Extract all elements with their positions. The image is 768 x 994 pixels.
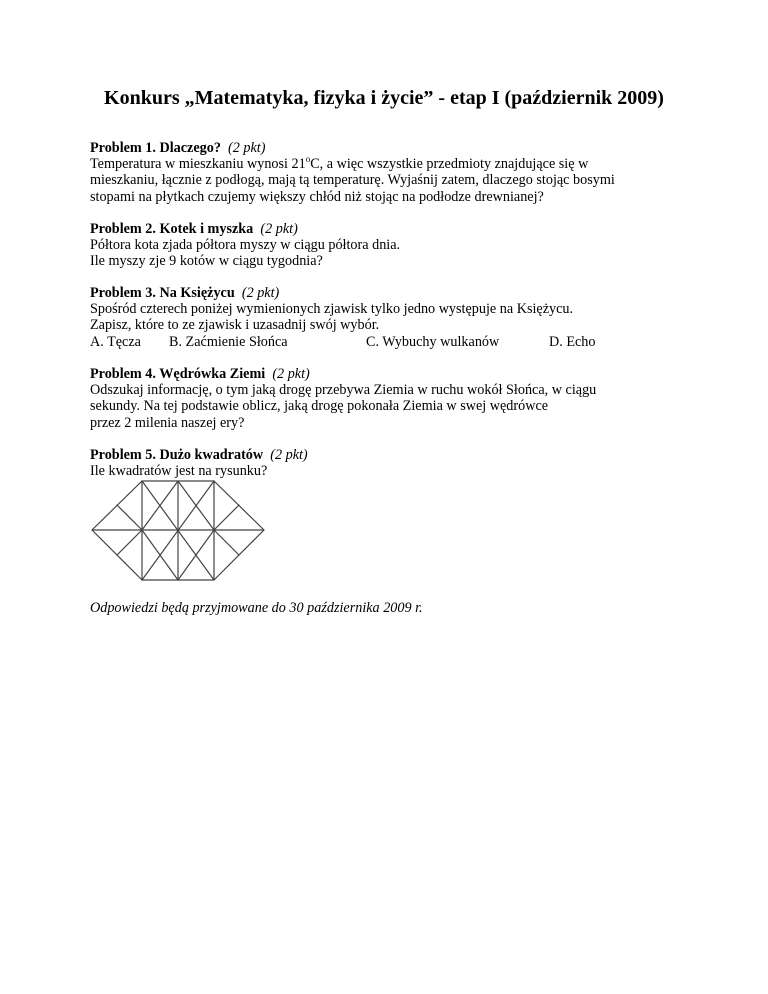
problem-2-head	[90, 221, 710, 237]
option-c: C. Wybuchy wulkanów	[366, 333, 500, 350]
problem-1-heading: Problem 1. Dlaczego?	[90, 140, 221, 156]
problem-4-head	[90, 366, 710, 382]
problem-1-line-1	[90, 156, 710, 172]
problem-3	[90, 285, 710, 350]
figure-diagonal-9	[214, 505, 239, 530]
problem-4	[90, 366, 710, 431]
problem-5-heading: Problem 5. Dużo kwadratów	[90, 447, 264, 463]
problem-5-line-1: Ile kwadratów jest na rysunku?	[90, 463, 268, 480]
problem-3-options	[90, 334, 710, 350]
option-d: D. Echo	[549, 333, 596, 350]
problem-1-line-2: mieszkaniu, łącznie z podłogą, mają tą temperaturę. Wyjaśnij zatem, dlaczego stojąc bosymi	[90, 172, 615, 189]
option-a: A. Tęcza	[90, 333, 141, 350]
problem-3-head	[90, 285, 710, 301]
squares-figure	[90, 480, 266, 581]
problem-4-line-2: sekundy. Na tej podstawie oblicz, jaką drogę pokonała Ziemia w swej wędrówce	[90, 398, 549, 415]
problem-4-line-1: Odszukaj informację, o tym jaką drogę przebywa Ziemia w ruchu wokół Słońca, w ciągu	[90, 382, 597, 399]
problem-4-points: (2 pkt)	[272, 366, 310, 382]
problem-2-points: (2 pkt)	[260, 221, 298, 237]
problem-3-heading: Problem 3. Na Księżycu	[90, 285, 235, 301]
problem-1-line-3: stopami na płytkach czujemy większy chłód niż stojąc na podłodze drewnianej?	[90, 188, 544, 205]
degree-sup: o	[305, 154, 311, 165]
problem-4-line-3: przez 2 milenia naszej ery?	[90, 414, 245, 431]
page-title: Konkurs „Matematyka, fizyka i życie” - etap I (październik 2009)	[104, 87, 664, 109]
problem-1-head	[90, 140, 710, 156]
problem-5-points: (2 pkt)	[270, 447, 308, 463]
problem-3-line-1: Spośród czterech poniżej wymienionych zjawisk tylko jedno występuje na Księżycu.	[90, 301, 574, 318]
problem-4-heading: Problem 4. Wędrówka Ziemi	[90, 366, 266, 382]
problem-2-line-2: Ile myszy zje 9 kotów w ciągu tygodnia?	[90, 253, 323, 270]
option-b: B. Zaćmienie Słońca	[169, 333, 288, 350]
problem-2-heading: Problem 2. Kotek i myszka	[90, 221, 254, 237]
problem-3-line-2: Zapisz, które to ze zjawisk i uzasadnij swój wybór.	[90, 317, 380, 334]
problem-1-points: (2 pkt)	[228, 140, 266, 156]
figure-diagonal-10	[214, 530, 239, 555]
problem-1-line-1-pre: Temperatura w mieszkaniu wynosi 21	[90, 156, 306, 173]
footer-note: Odpowiedzi będą przyjmowane do 30 października 2009 r.	[90, 600, 423, 616]
problem-2-line-1: Półtora kota zjada półtora myszy w ciągu półtora dnia.	[90, 237, 401, 254]
figure-diagonal-2	[117, 530, 142, 555]
figure-diagonal-1	[117, 505, 142, 530]
problem-5	[90, 447, 710, 479]
problem-1-line-1-post: C, a więc wszystkie przedmioty znajdujące się w	[310, 156, 589, 173]
problem-5-head	[90, 447, 710, 463]
problem-1	[90, 140, 710, 205]
problem-2	[90, 221, 710, 270]
problem-3-points: (2 pkt)	[241, 285, 280, 301]
